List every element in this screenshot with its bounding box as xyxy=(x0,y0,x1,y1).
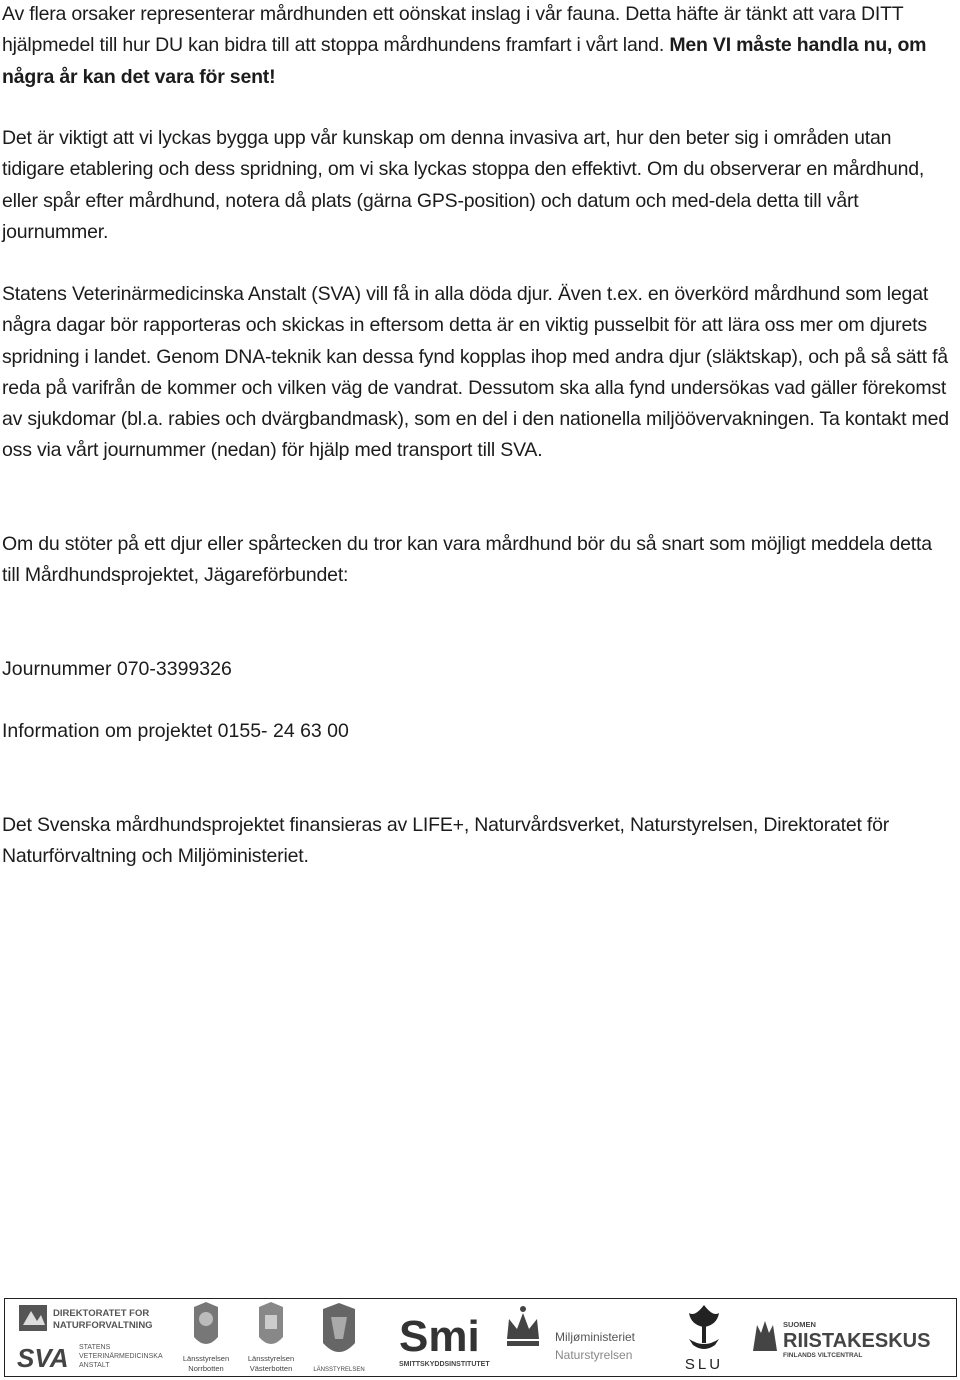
smi-abbr: Smi xyxy=(399,1312,480,1361)
funding-paragraph: Det Svenska mårdhundsprojektet finansieras av LIFE+, Naturvårdsverket, Naturstyrelsen, Direktoratet för Naturförvaltning och Miljöministeriet. xyxy=(2,814,890,868)
smi-full: SMITTSKYDDSINSTITUTET xyxy=(399,1361,490,1368)
riistakeskus-logo xyxy=(749,1299,949,1376)
sva-line3: ANSTALT xyxy=(79,1362,110,1369)
sva-abbr: SVA xyxy=(17,1343,69,1373)
ls-vasterbotten-line2: Västerbotten xyxy=(249,1364,293,1373)
lansstyrelsen-norrbotten-logo xyxy=(177,1299,235,1376)
miljoministeriet-logo xyxy=(501,1299,661,1376)
ls-norrbotten-line1: Länsstyrelsen xyxy=(182,1354,230,1363)
intro-emphasis: Men VI måste handla nu, om några år kan det vara för sent! xyxy=(2,34,927,88)
report-paragraph: Om du stöter på ett djur eller spårtecken du tror kan vara mårdhund bör du så snart som möjligt meddela detta till Mårdhundsprojektet, Jägareförbundet: xyxy=(2,533,932,587)
lansstyrelsen-vasterbotten-logo xyxy=(241,1299,301,1376)
ls-vasterbotten-line1: Länsstyrelsen xyxy=(247,1354,295,1363)
lansstyrelsen-crest-logo xyxy=(307,1299,371,1376)
ls-norrbotten-line2: Norrbotten xyxy=(188,1364,224,1373)
ls-third-line: LÄNSSTYRELSEN xyxy=(313,1367,365,1373)
slu-logo xyxy=(669,1299,739,1376)
knowledge-paragraph: Det är viktigt att vi lyckas bygga upp vår kunskap om denna invasiva art, hur den beter sig i områden utan tidigare etablering och dess spridning, om vi ska lyckas stoppa den effektivt. Om du observerar en mårdhund, eller spår efter mårdhund, notera då plats (gärna GPS-position) och datum och med-dela detta till vårt journummer. xyxy=(2,127,925,243)
miljo-line1: Miljøministeriet xyxy=(555,1330,636,1344)
intro-paragraph xyxy=(2,0,954,93)
slu-text: SLU xyxy=(684,1356,724,1373)
partner-logo-strip xyxy=(4,1298,957,1377)
smi-logo xyxy=(389,1299,499,1376)
sva-line1: STATENS xyxy=(79,1344,111,1351)
riista-line2: RIISTAKESKUS xyxy=(783,1330,931,1352)
journummer-line: Journummer 070-3399326 xyxy=(2,658,232,680)
sva-line2: VETERINÄRMEDICINSKA xyxy=(79,1353,163,1360)
dn-line1: DIREKTORATET FOR xyxy=(53,1308,150,1319)
dn-sva-logo xyxy=(13,1299,173,1376)
miljo-line2: Naturstyrelsen xyxy=(555,1348,633,1362)
riista-line1: SUOMEN xyxy=(783,1320,816,1329)
information-line: Information om projektet 0155- 24 63 00 xyxy=(2,720,349,742)
intro-text: Av flera orsaker representerar mårdhunden ett oönskat inslag i vår fauna. Detta häfte är tänkt att vara DITT hjälpmedel till hur DU kan bidra till att stoppa mårdhundens framfart i vårt land. xyxy=(2,3,904,57)
dn-line2: NATURFORVALTNING xyxy=(53,1320,153,1331)
riista-line3: FINLANDS VILTCENTRAL xyxy=(783,1352,863,1359)
sva-paragraph: Statens Veterinärmedicinska Anstalt (SVA) vill få in alla döda djur. Även t.ex. en överkörd mårdhund som legat några dagar bör rapporteras och skickas in eftersom detta är en viktig pusselbit för att lära oss mer om djurets spridning i landet. Genom DNA-teknik kan dessa fynd kopplas ihop med andra djur (släktskap), och på så sätt få reda på varifrån de kommer och vilken väg de vandrat. Dessutom ska alla fynd undersökas vad gäller förekomst av sjukdomar (bl.a. rabies och dvärgbandmask), som en del i den nationella miljöövervakningen. Ta kontakt med oss via vårt journummer (nedan) för hjälp med transport till SVA. xyxy=(2,283,949,462)
